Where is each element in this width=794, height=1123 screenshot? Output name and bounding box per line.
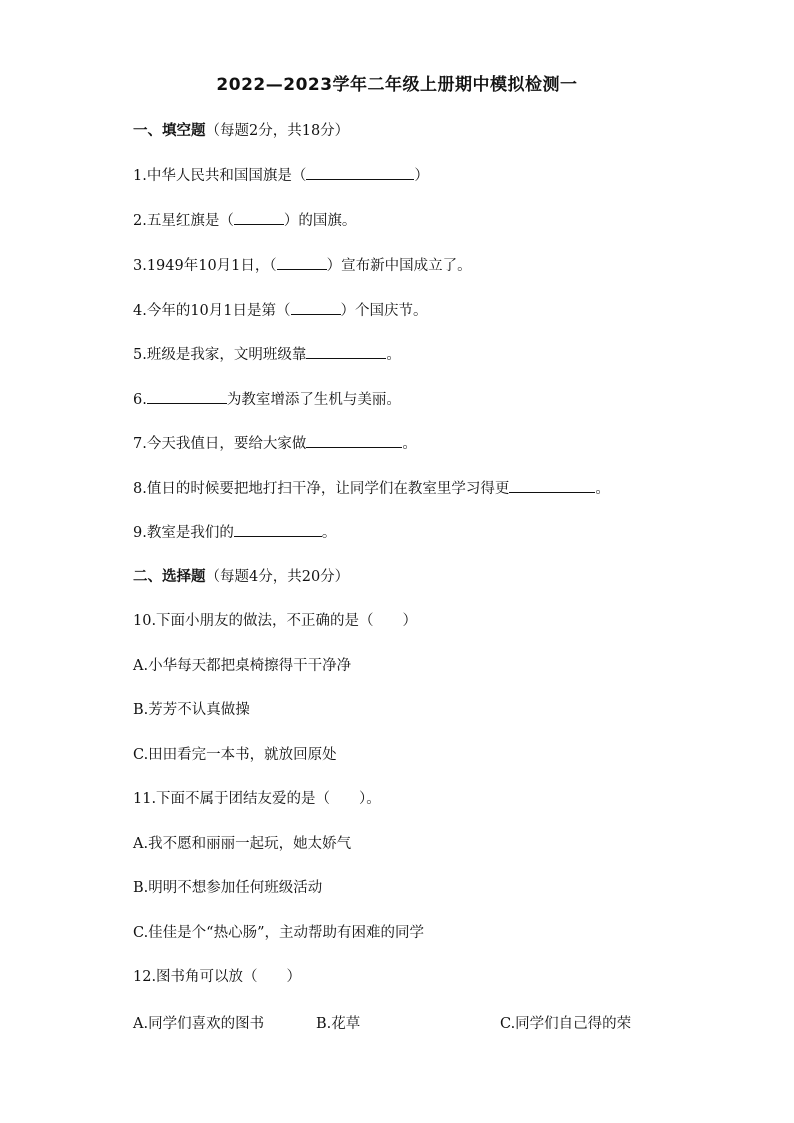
question-11-option-b[interactable]: B.明明不想参加任何班级活动 xyxy=(133,880,323,896)
question-text: 8.值日的时候要把地打扫干净，让同学们在教室里学习得更 xyxy=(133,481,510,497)
question-text: 1.中华人民共和国国旗是（ xyxy=(133,168,307,184)
question-12-option-b[interactable]: B.花草 xyxy=(316,1016,361,1032)
question-text-end: ）宣布新中国成立了。 xyxy=(326,258,472,274)
question-text-end: 为教室增添了生机与美丽。 xyxy=(226,392,401,408)
question-3 xyxy=(133,255,472,276)
question-text-end: 。 xyxy=(402,436,417,452)
answer-blank[interactable] xyxy=(147,389,227,404)
section-fill-blank-heading xyxy=(133,121,349,141)
question-7 xyxy=(133,433,417,454)
question-4 xyxy=(133,300,428,321)
question-9 xyxy=(133,522,336,543)
question-text: 3.1949年10月1日，（ xyxy=(133,258,277,274)
question-10-stem: 10.下面小朋友的做法，不正确的是（ ） xyxy=(133,613,418,629)
question-8 xyxy=(133,478,610,499)
question-text-end: 。 xyxy=(321,525,337,541)
question-text-end: ）个国庆节。 xyxy=(340,303,428,319)
question-text: 5.班级是我家，文明班级靠 xyxy=(133,347,307,363)
answer-blank[interactable] xyxy=(291,300,341,315)
section-choice-heading xyxy=(133,567,349,587)
question-text: 4.今年的10月1日是第（ xyxy=(133,303,291,319)
question-text-end: ） xyxy=(414,168,429,184)
question-1 xyxy=(133,165,429,186)
question-text: 9.教室是我们的 xyxy=(133,525,234,541)
question-12-stem: 12.图书角可以放（ ） xyxy=(133,969,302,985)
answer-blank[interactable] xyxy=(234,522,322,537)
question-11-option-a[interactable]: A.我不愿和丽丽一起玩，她太娇气 xyxy=(133,836,352,852)
question-text: 7.今天我值日，要给大家做 xyxy=(133,436,307,452)
question-text-end: 。 xyxy=(386,347,401,363)
answer-blank[interactable] xyxy=(306,344,386,359)
question-10-option-c[interactable]: C.田田看完一本书，就放回原处 xyxy=(133,747,337,763)
section-label: 一、填空题 xyxy=(133,123,206,139)
answer-blank[interactable] xyxy=(277,255,327,270)
question-12-options xyxy=(133,1012,693,1032)
question-6 xyxy=(133,389,401,410)
question-10-option-b[interactable]: B.芳芳不认真做操 xyxy=(133,702,250,718)
question-5 xyxy=(133,344,401,365)
question-2 xyxy=(133,210,356,231)
question-text: 6. xyxy=(133,392,147,408)
answer-blank[interactable] xyxy=(509,478,595,493)
question-12-option-c[interactable]: C.同学们自己得的荣 xyxy=(500,1016,632,1032)
question-text-end: 。 xyxy=(595,481,610,497)
answer-blank[interactable] xyxy=(234,210,284,225)
section-label: 二、选择题 xyxy=(133,569,206,585)
page-title: 2022—2023学年二年级上册期中模拟检测一 xyxy=(216,75,578,95)
section-score-note: （每题2分，共18分） xyxy=(205,123,350,139)
question-10-option-a[interactable]: A.小华每天都把桌椅擦得干干净净 xyxy=(133,658,352,674)
question-text: 2.五星红旗是（ xyxy=(133,213,234,229)
question-11-stem: 11.下面不属于团结友爱的是（ ）。 xyxy=(133,791,381,807)
question-text-end: ）的国旗。 xyxy=(283,213,357,229)
question-11-option-c[interactable]: C.佳佳是个“热心肠”，主动帮助有困难的同学 xyxy=(133,925,425,941)
section-score-note: （每题4分，共20分） xyxy=(205,569,350,585)
question-12-option-a[interactable]: A.同学们喜欢的图书 xyxy=(133,1016,265,1032)
answer-blank[interactable] xyxy=(306,433,402,448)
answer-blank[interactable] xyxy=(306,165,414,180)
